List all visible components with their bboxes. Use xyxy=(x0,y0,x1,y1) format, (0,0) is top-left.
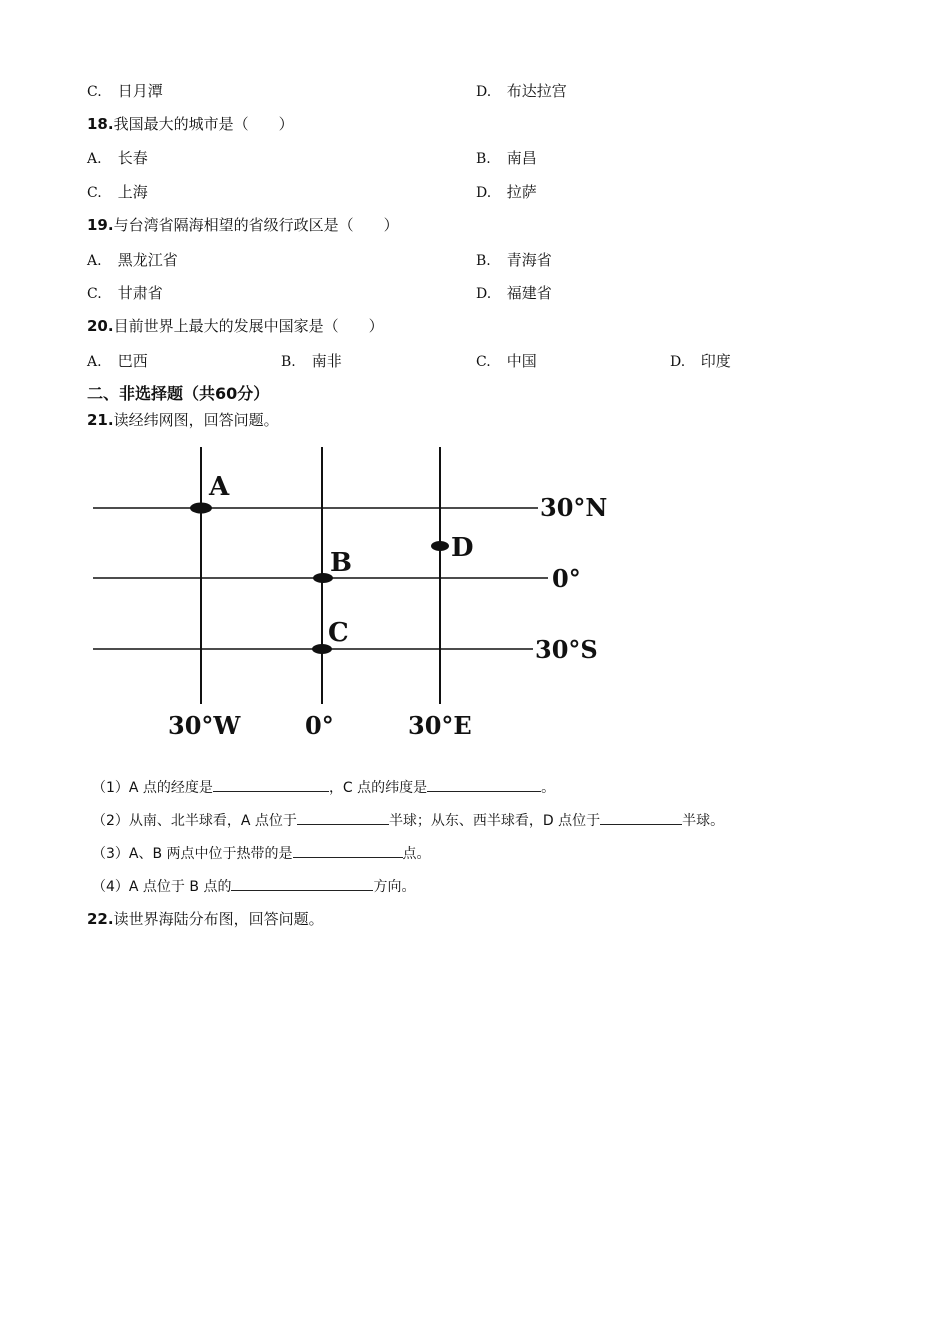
answer-blank[interactable] xyxy=(293,843,403,858)
option-key: D. xyxy=(476,185,492,201)
option-text: 南非 xyxy=(311,352,342,370)
point-d-label: D xyxy=(451,533,474,563)
option-b xyxy=(281,351,342,372)
option-text: 黑龙江省 xyxy=(117,251,178,269)
option-key: A. xyxy=(87,151,102,167)
sub-text: （2）从南、北半球看，A 点位于 xyxy=(92,813,297,829)
question-22 xyxy=(87,909,324,929)
sub-text: （1）A 点的经度是 xyxy=(92,780,213,796)
option-a xyxy=(87,351,148,372)
answer-blank[interactable] xyxy=(427,777,541,792)
option-key: A. xyxy=(87,253,102,269)
option-text: 福建省 xyxy=(506,284,552,302)
question-stem: 读世界海陆分布图，回答问题。 xyxy=(113,910,324,928)
option-key: C. xyxy=(476,354,491,370)
question-number: 18. xyxy=(87,115,114,133)
option-text: 中国 xyxy=(506,352,537,370)
sub-question-4 xyxy=(92,876,415,897)
sub-text: ，C 点的纬度是 xyxy=(328,780,428,796)
sub-text: 方向。 xyxy=(373,879,416,895)
question-stem: 读经纬网图，回答问题。 xyxy=(113,411,279,429)
lat-label-30s: 30°S xyxy=(535,635,598,664)
option-text: 长春 xyxy=(117,149,148,167)
option-text: 印度 xyxy=(700,352,731,370)
answer-blank[interactable] xyxy=(297,810,389,825)
question-number: 22. xyxy=(87,910,114,928)
option-text: 上海 xyxy=(117,183,148,201)
point-b-label: B xyxy=(330,548,352,578)
option-text: 布达拉宫 xyxy=(506,82,567,100)
lon-label-0: 0° xyxy=(305,711,334,740)
point-c-label: C xyxy=(328,618,349,648)
option-text: 甘肃省 xyxy=(117,284,163,302)
option-c xyxy=(87,81,163,102)
point-d-marker xyxy=(431,541,449,551)
sub-question-1 xyxy=(92,777,555,798)
option-d xyxy=(476,182,537,203)
option-text: 南昌 xyxy=(506,149,537,167)
sub-text: 半球。 xyxy=(682,813,725,829)
sub-question-3 xyxy=(92,843,431,864)
lat-label-30n: 30°N xyxy=(540,493,608,522)
sub-question-2 xyxy=(92,810,724,831)
option-text: 拉萨 xyxy=(506,183,537,201)
option-key: A. xyxy=(87,354,102,370)
option-text: 巴西 xyxy=(117,352,148,370)
option-b xyxy=(476,148,537,169)
question-number: 19. xyxy=(87,216,114,234)
question-number: 20. xyxy=(87,317,114,335)
answer-blank[interactable] xyxy=(231,876,373,891)
section-title: 二、非选择题（共60分） xyxy=(87,384,270,403)
option-key: D. xyxy=(670,354,686,370)
option-key: B. xyxy=(281,354,296,370)
option-key: D. xyxy=(476,286,492,302)
option-c xyxy=(87,283,163,304)
option-d xyxy=(476,283,552,304)
option-d xyxy=(476,81,567,102)
lon-label-30w: 30°W xyxy=(168,711,241,740)
question-stem: 目前世界上最大的发展中国家是（ ） xyxy=(113,317,384,335)
lat-label-0: 0° xyxy=(552,564,581,593)
option-key: C. xyxy=(87,286,102,302)
sub-text: 。 xyxy=(541,780,556,796)
answer-blank[interactable] xyxy=(600,810,682,825)
option-text: 青海省 xyxy=(506,251,552,269)
question-stem: 我国最大的城市是（ ） xyxy=(113,115,294,133)
option-a xyxy=(87,250,178,271)
option-key: C. xyxy=(87,84,102,100)
lat-lon-grid-figure xyxy=(90,442,650,742)
option-b xyxy=(476,250,552,271)
question-21 xyxy=(87,410,279,430)
answer-blank[interactable] xyxy=(213,777,329,792)
sub-text: 点。 xyxy=(402,846,431,862)
sub-text: （4）A 点位于 B 点的 xyxy=(92,879,232,895)
question-19 xyxy=(87,215,399,235)
option-d xyxy=(670,351,731,372)
point-a-marker xyxy=(190,503,212,514)
question-18 xyxy=(87,114,294,134)
option-text: 日月潭 xyxy=(117,82,163,100)
option-key: C. xyxy=(87,185,102,201)
question-number: 21. xyxy=(87,411,114,429)
lon-label-30e: 30°E xyxy=(408,711,472,740)
option-c xyxy=(87,182,148,203)
option-key: B. xyxy=(476,253,491,269)
option-c xyxy=(476,351,537,372)
question-20 xyxy=(87,316,384,336)
option-key: D. xyxy=(476,84,492,100)
sub-text: 半球；从东、西半球看，D 点位于 xyxy=(388,813,601,829)
option-a xyxy=(87,148,148,169)
sub-text: （3）A、B 两点中位于热带的是 xyxy=(92,846,293,862)
question-stem: 与台湾省隔海相望的省级行政区是（ ） xyxy=(113,216,399,234)
point-a-label: A xyxy=(209,472,230,502)
option-key: B. xyxy=(476,151,491,167)
